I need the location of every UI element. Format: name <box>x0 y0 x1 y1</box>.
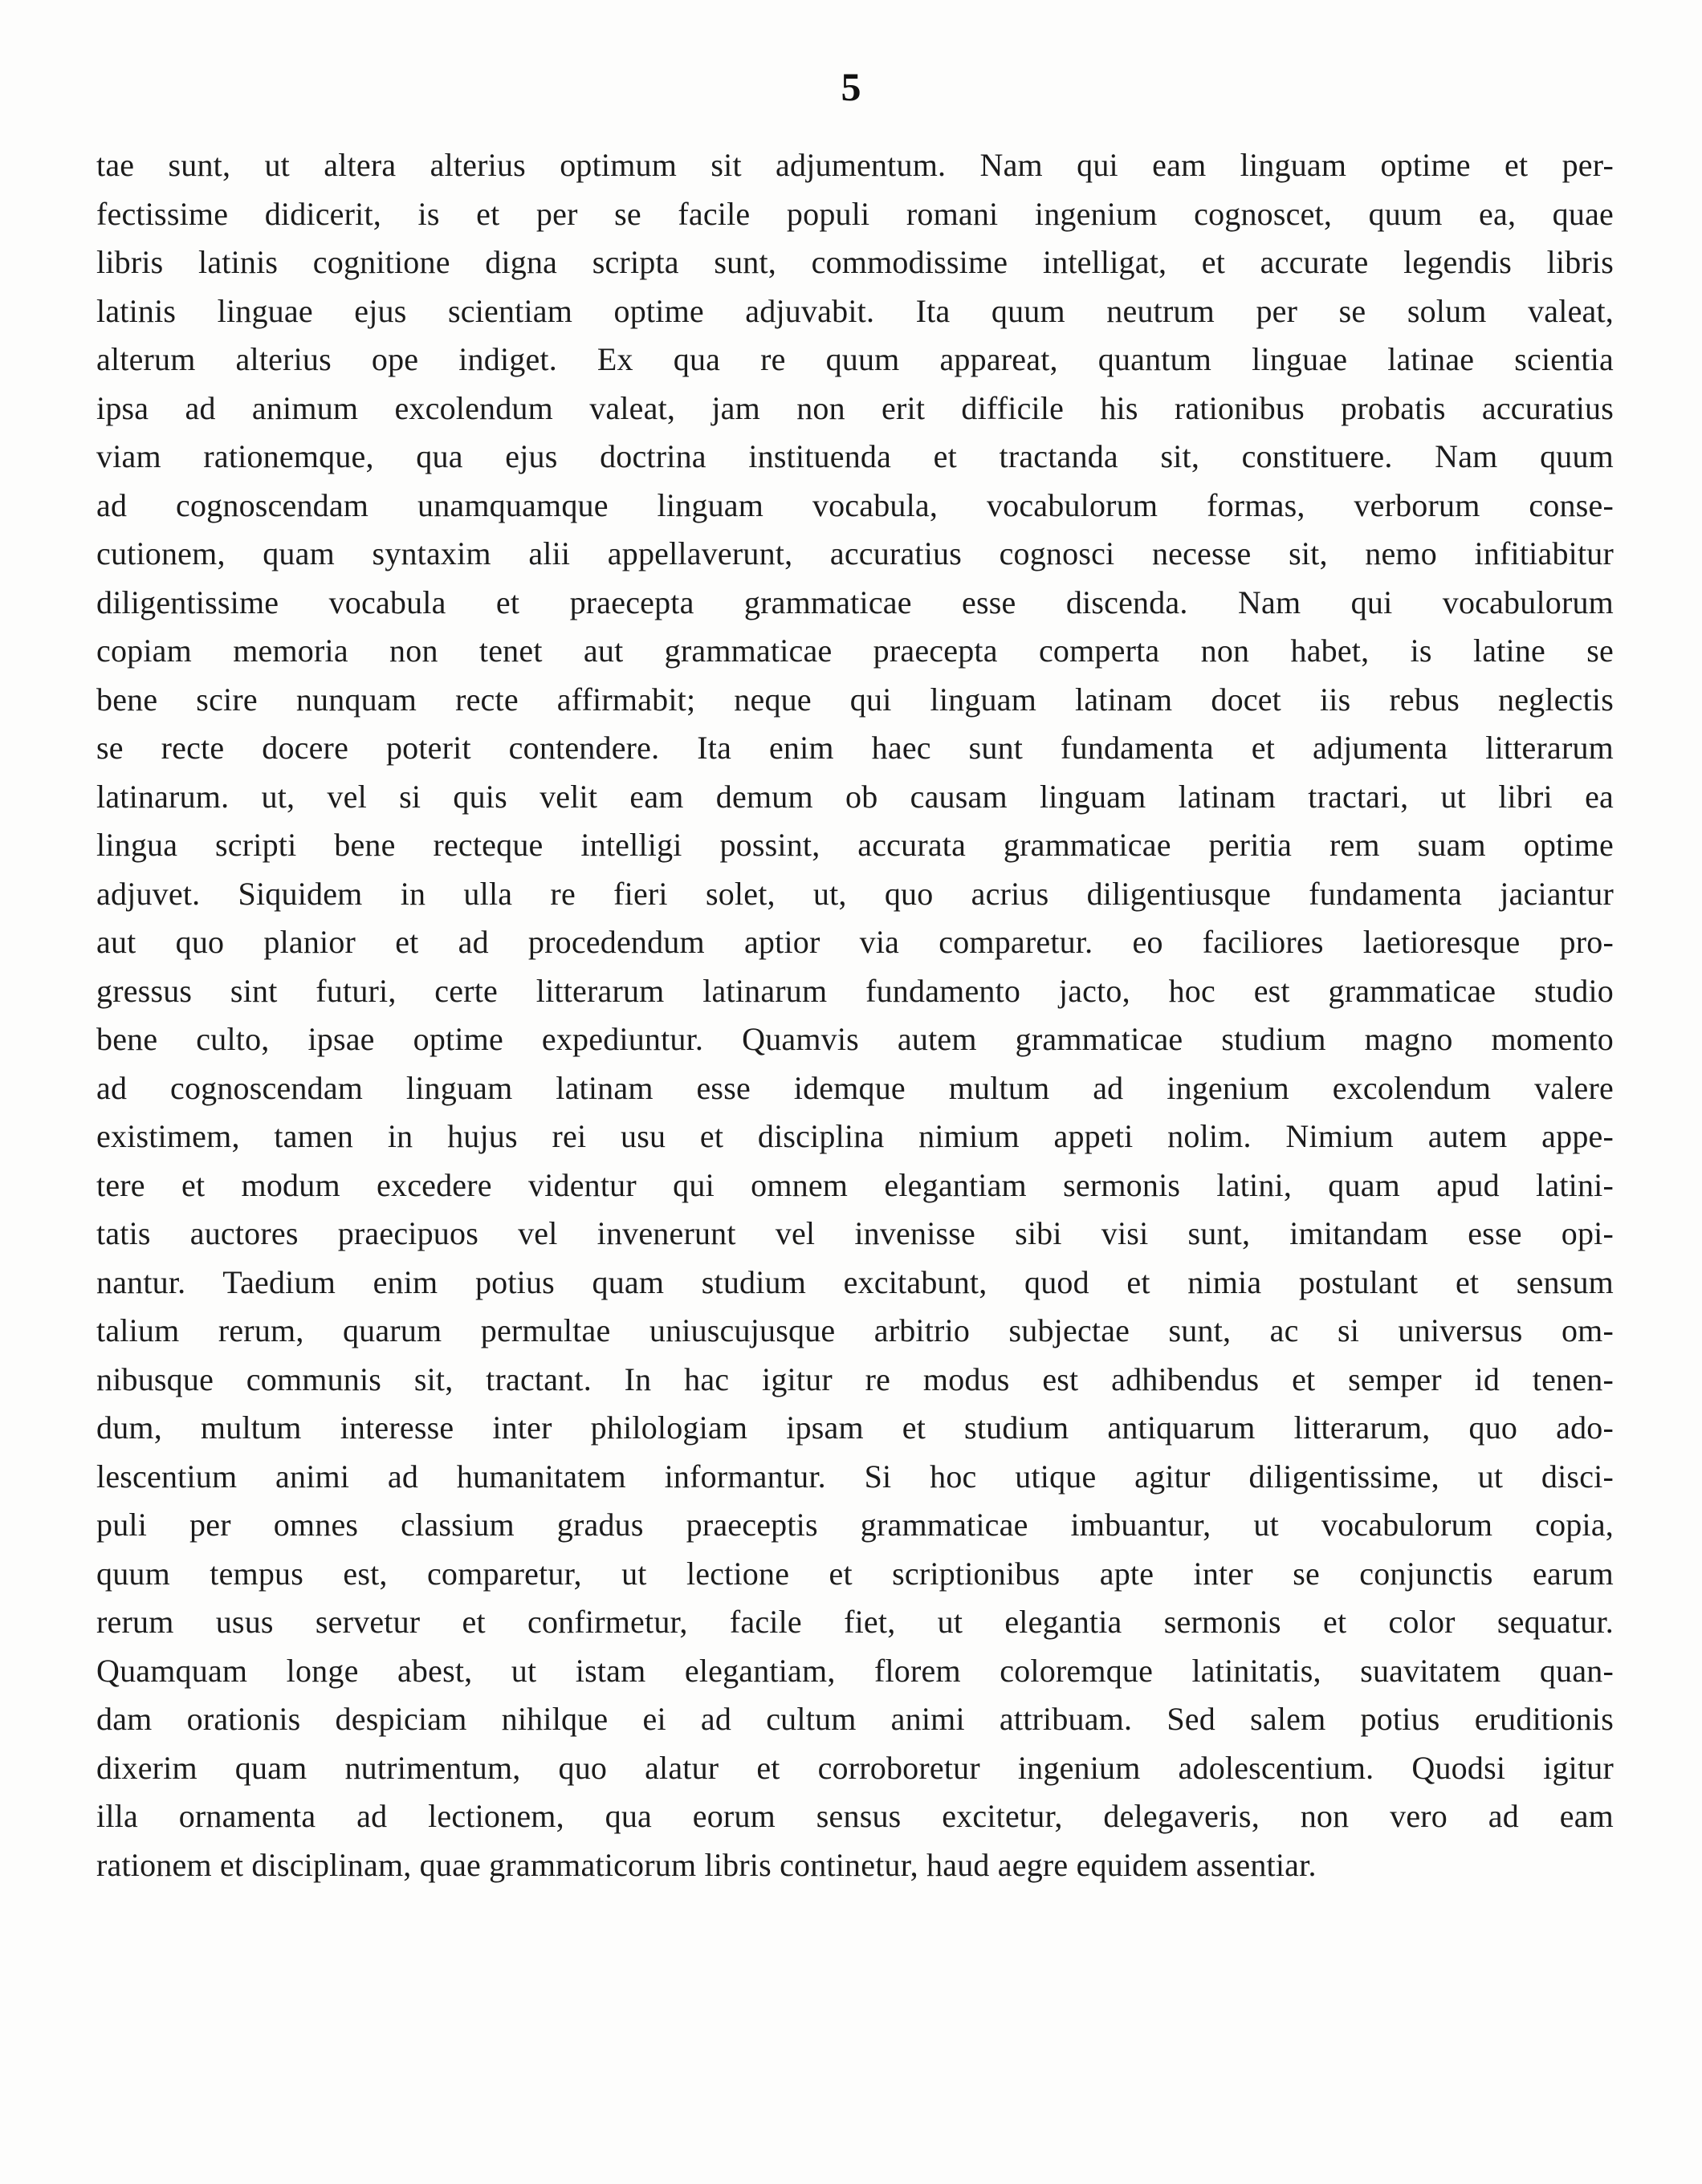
text-line: talium rerum, quarum permultae uniuscujusque arbitrio subjectae sunt, ac si universus om- <box>96 1312 1614 1348</box>
text-line: lescentium animi ad humanitatem informantur. Si hoc utique agitur diligentissime, ut disci- <box>96 1458 1614 1495</box>
body-text <box>96 141 1614 1889</box>
text-line: tatis auctores praecipuos vel invenerunt vel invenisse sibi visi sunt, imitandam esse opi- <box>96 1215 1614 1251</box>
text-line: rationem et disciplinam, quae grammaticorum libris continetur, haud aegre equidem assentiar. <box>96 1846 1317 1883</box>
text-line: tere et modum excedere videntur qui omnem elegantiam sermonis latini, quam apud latini- <box>96 1166 1614 1203</box>
page-number: 5 <box>841 64 861 109</box>
text-line: dum, multum interesse inter philologiam ipsam et studium antiquarum litterarum, quo ado- <box>96 1409 1614 1446</box>
text-line: adjuvet. Siquidem in ulla re fieri solet, ut, quo acrius diligentiusque fundamenta jaciantur <box>96 875 1614 912</box>
text-line: copiam memoria non tenet aut grammaticae praecepta comperta non habet, is latine se <box>96 632 1614 669</box>
text-line: illa ornamenta ad lectionem, qua eorum sensus excitetur, delegaveris, non vero ad eam <box>96 1798 1614 1834</box>
text-line: gressus sint futuri, certe litterarum latinarum fundamento jacto, hoc est grammaticae studio <box>96 972 1614 1009</box>
text-line: bene culto, ipsae optime expediuntur. Quamvis autem grammaticae studium magno momento <box>96 1021 1614 1057</box>
text-line: aut quo planior et ad procedendum aptior via comparetur. eo faciliores laetioresque pro- <box>96 924 1614 960</box>
text-line: fectissime didicerit, is et per se facile populi romani ingenium cognoscet, quum ea, quae <box>96 195 1614 232</box>
text-line: latinis linguae ejus scientiam optime adjuvabit. Ita quum neutrum per se solum valeat, <box>96 292 1614 329</box>
text-line: diligentissime vocabula et praecepta grammaticae esse discenda. Nam qui vocabulorum <box>96 584 1614 620</box>
text-line: latinarum. ut, vel si quis velit eam demum ob causam linguam latinam tractari, ut libri ea <box>96 778 1614 815</box>
text-line: dam orationis despiciam nihilque ei ad cultum animi attribuam. Sed salem potius eruditionis <box>96 1701 1614 1737</box>
text-line: existimem, tamen in hujus rei usu et disciplina nimium appeti nolim. Nimium autem appe- <box>96 1118 1614 1154</box>
text-line: Quamquam longe abest, ut istam elegantiam, florem coloremque latinitatis, suavitatem quan- <box>96 1652 1614 1689</box>
text-line: ipsa ad animum excolendum valeat, jam non erit difficile his rationibus probatis accuratius <box>96 389 1614 426</box>
text-line: lingua scripti bene recteque intelligi possint, accurata grammaticae peritia rem suam optime <box>96 827 1614 863</box>
text-line: libris latinis cognitione digna scripta sunt, commodissime intelligat, et accurate legendis libris <box>96 244 1614 280</box>
text-line: puli per omnes classium gradus praeceptis grammaticae imbuantur, ut vocabulorum copia, <box>96 1507 1614 1543</box>
text-line: cutionem, quam syntaxim alii appellaverunt, accuratius cognosci necesse sit, nemo infitiabitur <box>96 535 1614 571</box>
text-line: tae sunt, ut altera alterius optimum sit adjumentum. Nam qui eam linguam optime et per- <box>96 147 1614 183</box>
text-line: ad cognoscendam unamquamque linguam vocabula, vocabulorum formas, verborum conse- <box>96 486 1614 523</box>
text-line: nibusque communis sit, tractant. In hac igitur re modus est adhibendus et semper id tenen- <box>96 1360 1614 1397</box>
text-line: bene scire nunquam recte affirmabit; neque qui linguam latinam docet iis rebus neglectis <box>96 681 1614 718</box>
text-line: rerum usus servetur et confirmetur, facile fiet, ut elegantia sermonis et color sequatur. <box>96 1604 1614 1640</box>
text-line: nantur. Taedium enim potius quam studium excitabunt, quod et nimia postulant et sensum <box>96 1263 1614 1300</box>
text-line: se recte docere poterit contendere. Ita enim haec sunt fundamenta et adjumenta litterarum <box>96 730 1614 766</box>
text-line: quum tempus est, comparetur, ut lectione et scriptionibus apte inter se conjunctis earum <box>96 1555 1614 1592</box>
text-line: alterum alterius ope indiget. Ex qua re quum appareat, quantum linguae latinae scientia <box>96 341 1614 377</box>
text-line: dixerim quam nutrimentum, quo alatur et corroboretur ingenium adolescentium. Quodsi igitur <box>96 1749 1614 1786</box>
text-line: viam rationemque, qua ejus doctrina instituenda et tractanda sit, constituere. Nam quum <box>96 438 1614 474</box>
text-line: ad cognoscendam linguam latinam esse idemque multum ad ingenium excolendum valere <box>96 1069 1614 1106</box>
